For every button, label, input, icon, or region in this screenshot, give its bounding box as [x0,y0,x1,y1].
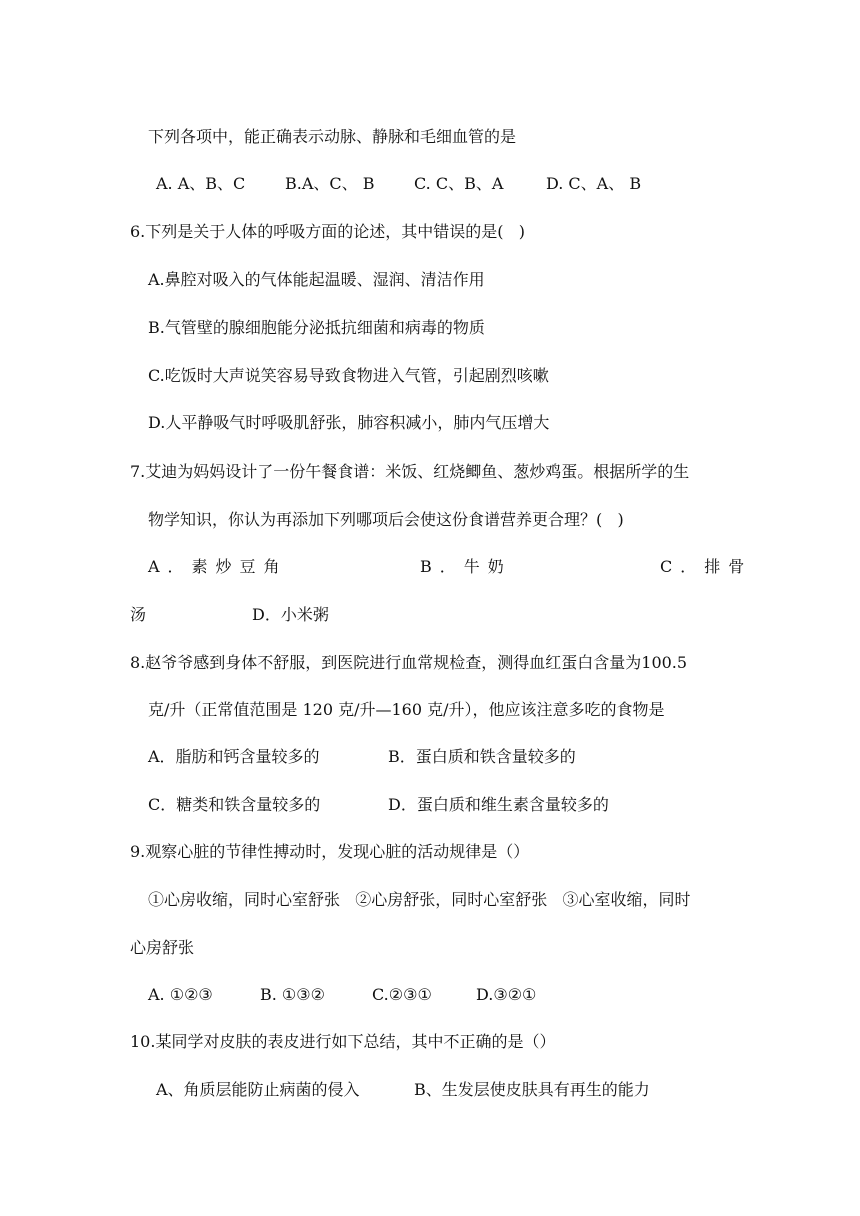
q6-stem: 6.下列是关于人体的呼吸方面的论述，其中错误的是( ) [130,222,526,241]
q6-option-d: D.人平静吸气时呼吸肌舒张，肺容积减小，肺内气压增大 [148,413,550,432]
q9-statements-line-2: 心房舒张 [130,938,195,957]
q7-stem-line-2: 物学知识，你认为再添加下列哪项后会使这份食谱营养更合理？( ) [148,510,624,529]
q6-option-c: C.吃饭时大声说笑容易导致食物进入气管，引起剧烈咳嗽 [148,366,549,385]
q9-option-d: D.③②① [476,985,537,1004]
q7-option-a: A．素炒豆角 [148,557,288,576]
q7-stem-line-1: 7.艾迪为妈妈设计了一份午餐食谱：米饭、红烧鲫鱼、葱炒鸡蛋。根据所学的生 [130,462,690,481]
q6-option-b: B.气管壁的腺细胞能分泌抵抗细菌和病毒的物质 [148,318,485,337]
q8-stem-line-2: 克/升（正常值范围是 120 克/升—160 克/升），他应该注意多吃的食物是 [148,700,665,719]
q8-option-c: C．糖类和铁含量较多的 [148,795,321,814]
q9-option-a: A. ①②③ [148,985,213,1004]
q6-option-a: A.鼻腔对吸入的气体能起温暖、湿润、清洁作用 [148,270,485,289]
q7-option-b: B．牛奶 [420,557,512,576]
q9-option-b: B. ①③② [260,985,325,1004]
q10-stem: 10.某同学对皮肤的表皮进行如下总结，其中不正确的是（） [130,1032,556,1051]
q5-option-b: B.A、C、 B [285,174,375,193]
q5-option-a: A. A、B、C [156,174,246,193]
q9-statements-line-1: ①心房收缩，同时心室舒张 ②心房舒张，同时心室舒张 ③心室收缩，同时 [148,890,691,909]
q5-option-c: C. C、B、A [414,174,504,193]
q5-stem: 下列各项中，能正确表示动脉、静脉和毛细血管的是 [148,127,517,146]
q8-stem-line-1: 8.赵爷爷感到身体不舒服，到医院进行血常规检查，测得血红蛋白含量为100.5 [130,653,688,672]
q7-option-c: C．排骨 [660,557,753,576]
q7-option-d: D．小米粥 [252,605,329,624]
q8-option-a: A．脂肪和钙含量较多的 [148,747,320,766]
q10-option-a: A、角质层能防止病菌的侵入 [156,1080,360,1099]
q9-stem: 9.观察心脏的节律性搏动时，发现心脏的活动规律是（） [130,842,530,861]
q8-option-d: D．蛋白质和维生素含量较多的 [388,795,609,814]
q5-option-d: D. C、A、 B [546,174,642,193]
q8-option-b: B．蛋白质和铁含量较多的 [388,747,576,766]
q10-option-b: B、生发层使皮肤具有再生的能力 [414,1080,650,1099]
q9-option-c: C.②③① [372,985,432,1004]
q7-option-c-wrap: 汤 [130,605,147,624]
